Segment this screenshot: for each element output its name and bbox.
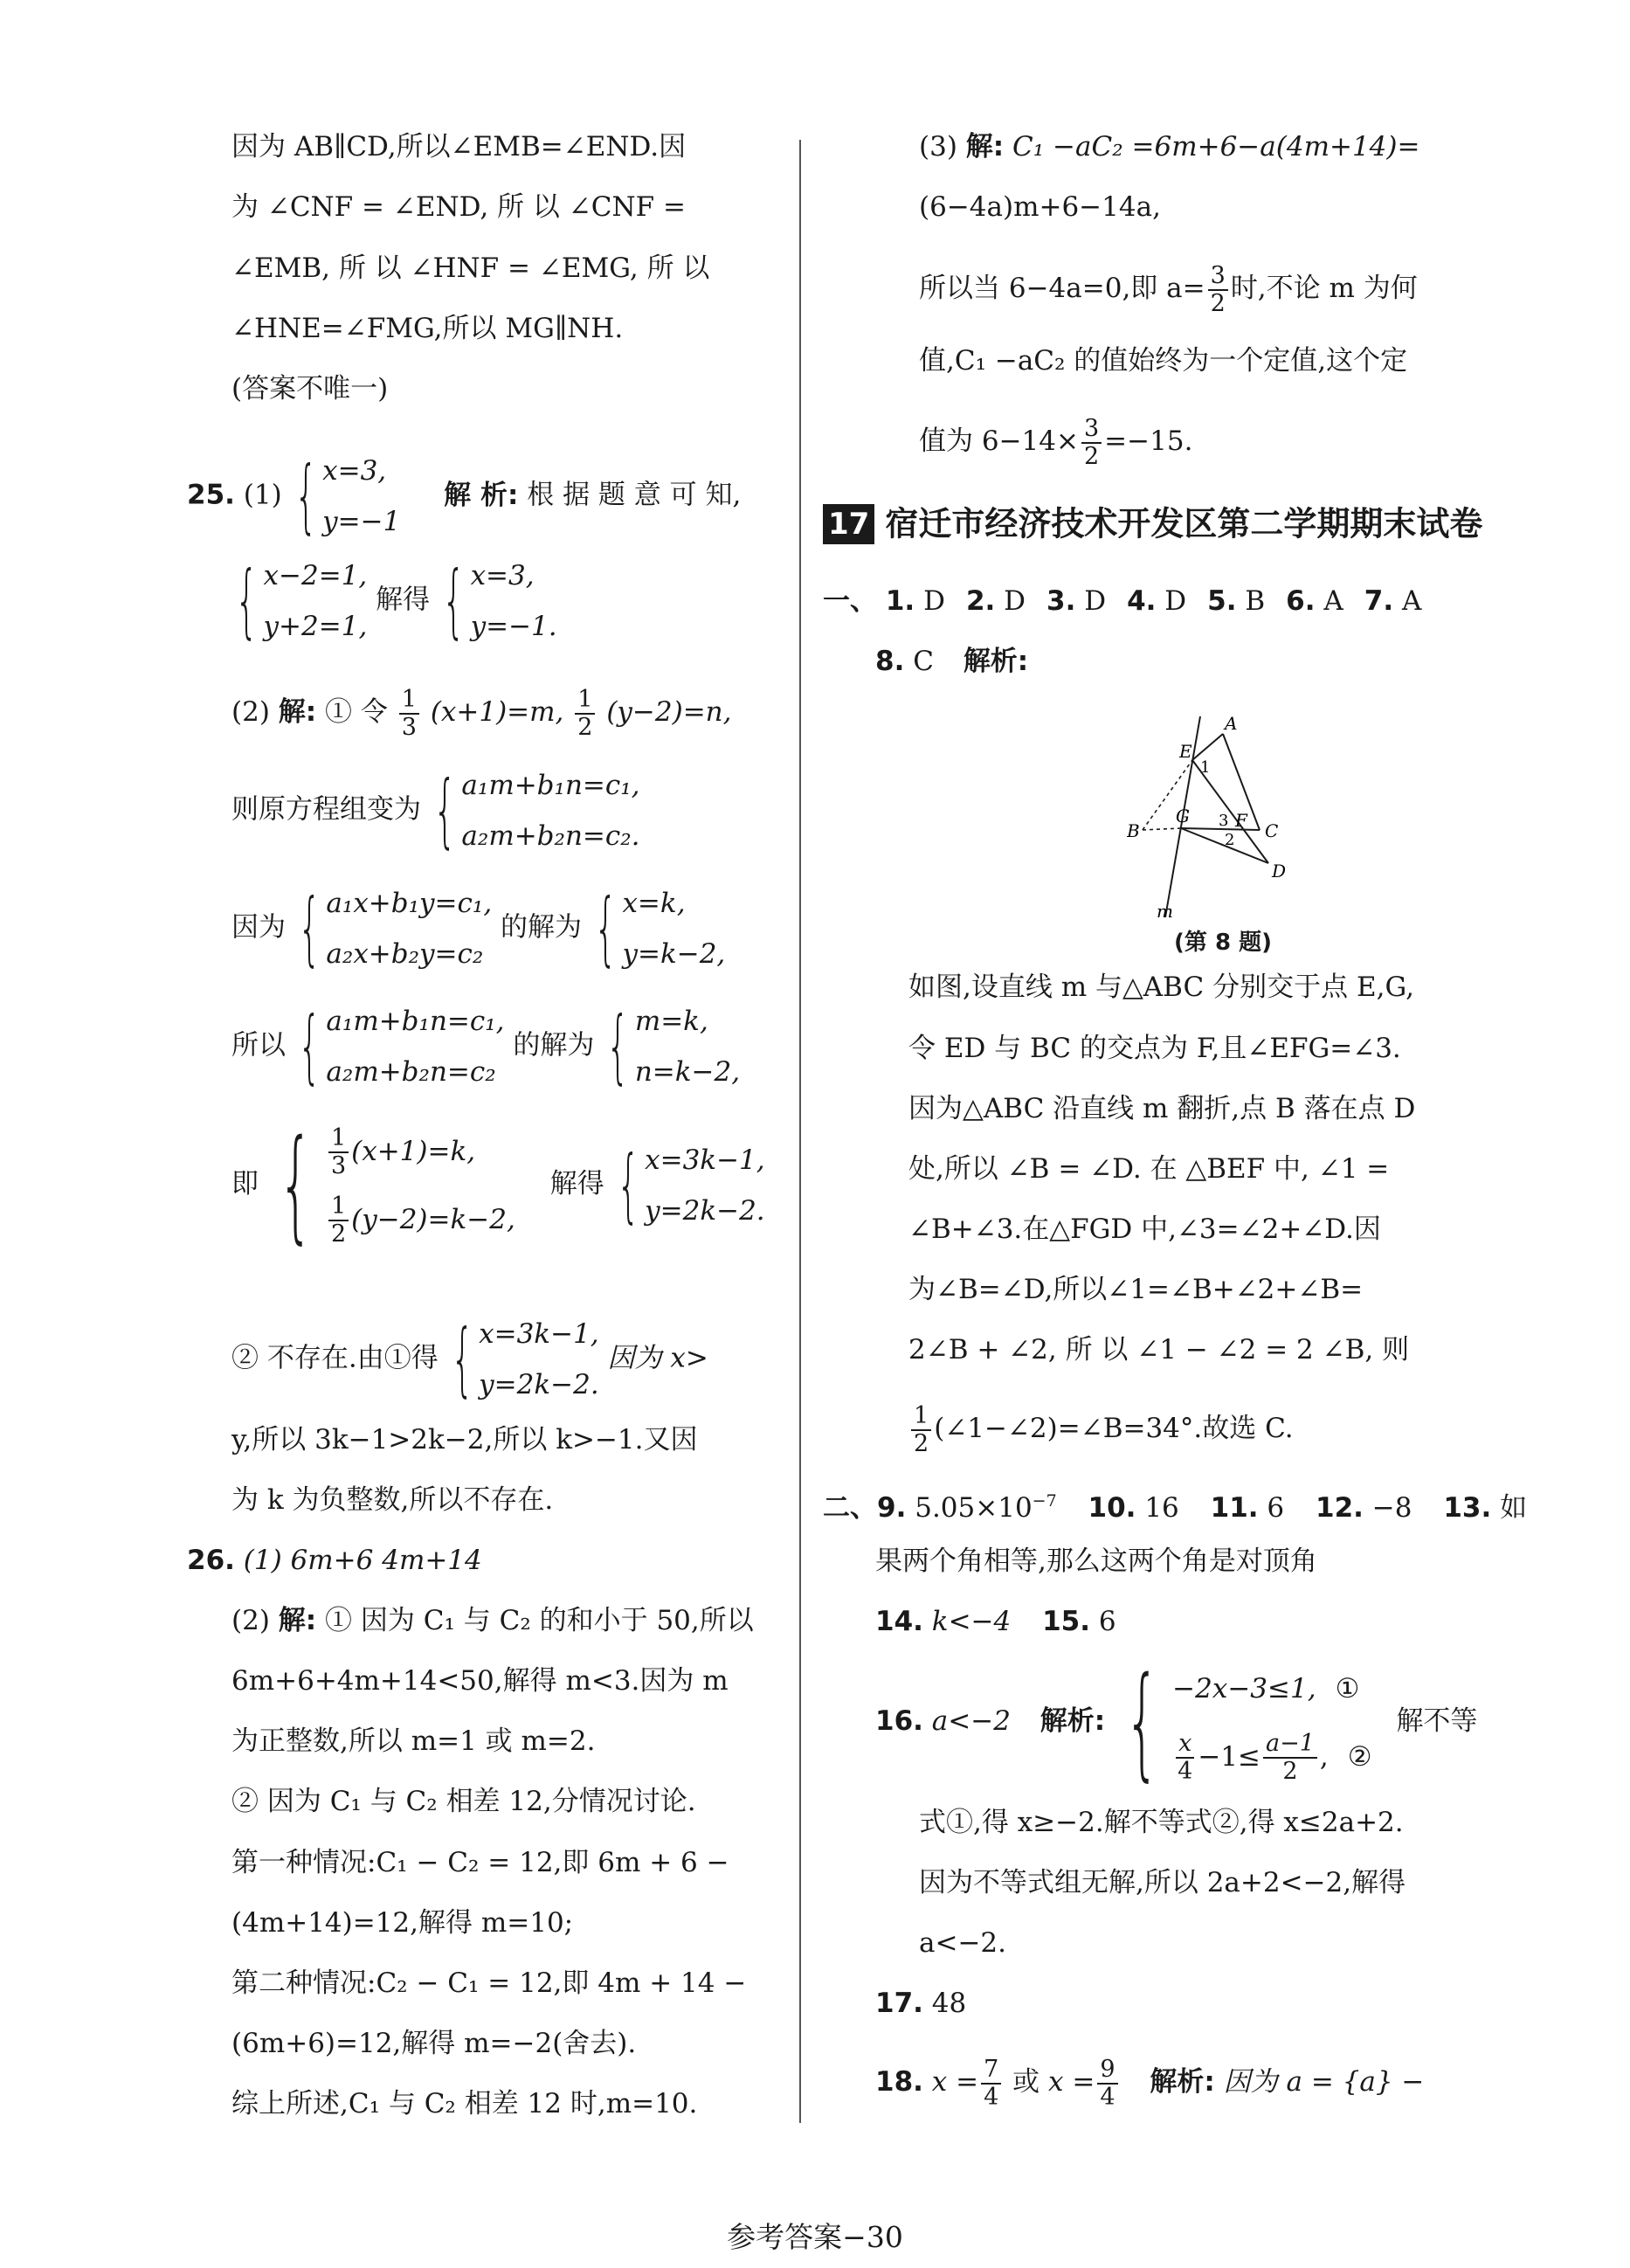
q25-sys-a-row2: y+2=1, xyxy=(263,611,368,642)
q26-part3-fraction: $\frac{3}{2}$ xyxy=(1208,263,1228,317)
q26-line-6: 第一种情况:C₁ − C₂ = 12,即 6m + 6 − xyxy=(231,1847,729,1878)
page-footer: 参考答案−30 xyxy=(727,2220,903,2254)
q26-part3-solve: 解: xyxy=(965,131,1005,162)
q8-number: 8. xyxy=(875,646,905,677)
q25-transform-line xyxy=(231,760,640,861)
label-F: F xyxy=(1235,810,1247,831)
q25-sys-mn2-row1: a₁m+b₁n=c₁, xyxy=(326,1006,505,1037)
q18-x-eq-2: x = xyxy=(1048,2066,1095,2098)
label-E: E xyxy=(1179,741,1192,762)
mc-answer-number: 6. xyxy=(1286,585,1316,617)
q26-part3-text-a: 所以当 6−4a=0,即 a= xyxy=(919,273,1205,304)
q26-part1: (1) 6m+6 4m+14 xyxy=(243,1545,482,1576)
q8-line-3: 因为△ABC 沿直线 m 翻折,点 B 落在点 D xyxy=(908,1093,1416,1124)
q25-part2-text-b: (x+1)=m, xyxy=(430,696,564,728)
label-D: D xyxy=(1272,861,1287,882)
q25-sys-mn-row2: a₂m+b₂n=c₂. xyxy=(461,820,640,852)
q14-number: 14. xyxy=(875,1606,923,1637)
mc-answer-list xyxy=(886,585,1422,617)
q25-ii-text-b: 因为 x> xyxy=(607,1342,708,1374)
q25-fraction-2: $\frac{1}{2}$ xyxy=(575,687,595,741)
mc-answer-letter: D xyxy=(1075,585,1107,617)
q17-line xyxy=(875,1986,966,2021)
q25-sys-k1-row2: y=k−2, xyxy=(622,938,726,970)
q25-so-text: 所以 xyxy=(231,1029,286,1061)
mc-answer-number: 3. xyxy=(1046,585,1076,617)
label-angle-2: 2 xyxy=(1225,831,1235,849)
q26-part3-line-2: (6−4a)m+6−14a, xyxy=(919,191,1161,223)
q15-number: 15. xyxy=(1042,1606,1091,1637)
q13-continuation: 果两个角相等,那么这两个角是对顶角 xyxy=(875,1545,1317,1577)
q24-line-2: 为 ∠CNF = ∠END, 所 以 ∠CNF = xyxy=(231,191,686,223)
label-angle-1: 1 xyxy=(1200,758,1211,777)
q24-line-1: 因为 AB∥CD,所以∠EMB=∠END.因 xyxy=(231,131,687,162)
q16-answer: a<−2 xyxy=(931,1705,1011,1737)
q25-system-b: { x=3, y=−1. xyxy=(439,550,557,652)
mc-answer-number: 5. xyxy=(1207,585,1237,617)
q16-line-2: 式①,得 x≥−2.解不等式②,得 x≤2a+2. xyxy=(919,1807,1404,1838)
q8-line-8 xyxy=(908,1385,1294,1472)
q25-sys-mn2-row2: a₂m+b₂n=c₂ xyxy=(326,1056,496,1088)
mc-answer-number: 2. xyxy=(965,585,996,617)
q11-answer: 6 xyxy=(1267,1492,1285,1524)
label-C: C xyxy=(1265,820,1279,841)
label-A: A xyxy=(1225,713,1238,734)
mc-answer-letter: D xyxy=(995,585,1026,617)
multiple-choice-answers xyxy=(823,584,1421,619)
q16-row2: $\frac{x}{4}$ −1≤ $\frac{a-1}{2}$ , ② xyxy=(1172,1723,1371,1791)
q8-answer-line xyxy=(875,644,1028,679)
q25-ie-row1: $\frac{1}{3}$ (x+1)=k, xyxy=(326,1117,515,1186)
mc-answer-number: 7. xyxy=(1364,585,1394,617)
q17-number: 17. xyxy=(875,1988,923,2019)
q16-line-4: a<−2. xyxy=(919,1927,1007,1959)
mc-answer-letter: A xyxy=(1393,585,1422,617)
q25-part2-text-c: (y−2)=n, xyxy=(606,696,732,728)
q26-line-1 xyxy=(187,1543,482,1578)
q25-sys-k2-row1: m=k, xyxy=(634,1006,708,1037)
q26-line-8: 第二种情况:C₂ − C₁ = 12,即 4m + 14 − xyxy=(231,1967,747,1999)
q26-part3-label: (3) xyxy=(919,131,957,162)
q18-number: 18. xyxy=(875,2066,923,2098)
q26-part2-solve: 解: xyxy=(278,1605,317,1636)
q25-ii-line xyxy=(231,1309,708,1410)
section-header xyxy=(823,500,1482,547)
q25-ie-line xyxy=(231,1110,765,1258)
fill-in-answers-line-1 xyxy=(823,1483,1527,1525)
q25-sys-xy-row1: a₁x+b₁y=c₁, xyxy=(326,888,493,919)
q25-because-text: 因为 xyxy=(231,911,286,944)
q25-part2-line xyxy=(231,681,732,743)
q26-part3-line-5 xyxy=(919,398,1192,485)
q25-system-k4: { x=3k−1, y=2k−2. xyxy=(447,1309,599,1410)
q25-sys-xy-row2: a₂x+b₂y=c₂ xyxy=(326,938,484,970)
q26-line-9: (6m+6)=12,解得 m=−2(舍去). xyxy=(231,2028,637,2059)
q25-solve-systems xyxy=(231,550,557,652)
q25-sys-b-row1: x=3, xyxy=(470,560,535,591)
q25-sys-b-row2: y=−1. xyxy=(470,611,557,642)
q10-answer: 16 xyxy=(1144,1492,1179,1524)
q8-line-4: 处,所以 ∠B = ∠D. 在 △BEF 中, ∠1 = xyxy=(908,1153,1390,1185)
q15-answer: 6 xyxy=(1098,1606,1116,1637)
q18-fraction-2: $\frac{9}{4}$ xyxy=(1097,2057,1117,2111)
mc-answer-letter: D xyxy=(1156,585,1187,617)
q16-line-3: 因为不等式组无解,所以 2a+2<−2,解得 xyxy=(919,1867,1406,1898)
section-title: 宿迁市经济技术开发区第二学期期末试卷 xyxy=(885,504,1483,543)
q24-line-4: ∠HNE=∠FMG,所以 MG∥NH. xyxy=(231,313,624,344)
q25-sys-k2-row2: n=k−2, xyxy=(634,1056,741,1088)
q25-ii-text-a: ② 不存在.由①得 xyxy=(231,1342,439,1374)
q26-number: 26. xyxy=(187,1545,235,1576)
q18-x-eq-1: x = xyxy=(931,2066,979,2098)
q16-system: { −2x−3≤1, ① $\frac{x}{4}$ −1≤ $\frac{a-1}{2}$ , ② xyxy=(1124,1650,1372,1794)
q26-part3-expr: C₁ −aC₂ =6m+6−a(4m+14)= xyxy=(1012,131,1420,162)
q25-part1-system: { x=3, y=−1 xyxy=(291,446,401,547)
q25-sys-mn-row1: a₁m+b₁n=c₁, xyxy=(461,770,640,801)
q25-system-k2: { m=k, n=k−2, xyxy=(603,996,740,1097)
q26-part3-line-1 xyxy=(919,129,1419,164)
q25-part2-label: (2) xyxy=(231,696,270,728)
q9-answer: 5.05×10 xyxy=(915,1492,1033,1524)
section-number: 17 xyxy=(823,504,874,544)
q25-part1-label: (1) xyxy=(243,479,282,511)
q25-fraction-1: $\frac{1}{3}$ xyxy=(399,687,419,741)
fill-label: 二、 xyxy=(823,1492,877,1524)
q25-ii-line-3: 为 k 为负整数,所以不存在. xyxy=(231,1484,554,1516)
label-G: G xyxy=(1176,806,1190,826)
q24-note: (答案不唯一) xyxy=(231,373,389,405)
q8-line-7: 2∠B + ∠2, 所 以 ∠1 − ∠2 = 2 ∠B, 则 xyxy=(908,1334,1410,1366)
q25-so-line xyxy=(231,996,740,1097)
label-B: B xyxy=(1127,820,1140,841)
q12-answer: −8 xyxy=(1371,1492,1412,1524)
q14-q15-line xyxy=(875,1604,1116,1639)
q25-solution-is-2: 的解为 xyxy=(513,1029,595,1061)
q8-fraction: $\frac{1}{2}$ xyxy=(911,1403,931,1457)
q8-line-6: 为∠B=∠D,所以∠1=∠B+∠2+∠B= xyxy=(908,1274,1364,1305)
q26-part3-fraction-2: $\frac{3}{2}$ xyxy=(1081,416,1102,470)
q17-answer: 48 xyxy=(931,1988,967,2019)
q18-or: 或 xyxy=(1012,2066,1040,2098)
q25-system-frac: { $\frac{1}{3}$ (x+1)=k, $\frac{1}{2}$ (y−2)=k−2, xyxy=(278,1113,515,1256)
q26-line-4: 为正整数,所以 m=1 或 m=2. xyxy=(231,1725,596,1757)
q26-line-2 xyxy=(231,1603,754,1638)
q25-system-k3: { x=3k−1, y=2k−2. xyxy=(613,1135,765,1236)
q25-sys-k3-row1: x=3k−1, xyxy=(645,1144,765,1176)
q26-line-5: ② 因为 C₁ 与 C₂ 相差 12,分情况讨论. xyxy=(231,1786,696,1817)
q18-analysis-label: 解析: xyxy=(1150,2066,1215,2098)
q25-ii-line-2: y,所以 3k−1>2k−2,所以 k>−1.又因 xyxy=(231,1424,698,1456)
q25-ie-row2: $\frac{1}{2}$ (y−2)=k−2, xyxy=(326,1186,515,1254)
q26-part3-line-3 xyxy=(919,245,1418,332)
q18-line xyxy=(875,2034,1424,2130)
q11-number: 11. xyxy=(1210,1492,1259,1524)
dashed-BG xyxy=(1143,828,1181,830)
q8-analysis-label: 解析: xyxy=(963,646,1029,677)
q25-number: 25. xyxy=(187,479,235,511)
q16-line xyxy=(875,1650,1478,1794)
q25-solve-word: 解得 xyxy=(376,584,431,616)
mc-label: 一、 xyxy=(823,585,877,617)
mc-answer xyxy=(1046,585,1106,617)
q10-number: 10. xyxy=(1088,1492,1136,1524)
q13-answer-start: 如 xyxy=(1500,1492,1528,1524)
mc-answer-letter: B xyxy=(1236,585,1266,617)
q25-sys-k4-row2: y=2k−2. xyxy=(479,1369,599,1400)
q26-part3-text-d: =−15. xyxy=(1104,425,1193,457)
figure-caption: (第 8 题) xyxy=(1174,930,1272,956)
q25-sys-k4-row1: x=3k−1, xyxy=(479,1318,599,1350)
q14-answer: k<−4 xyxy=(931,1606,1012,1637)
q25-sys-k1-row1: x=k, xyxy=(622,888,686,919)
q8-line-2: 令 ED 与 BC 的交点为 F,且∠EFG=∠3. xyxy=(908,1033,1401,1064)
label-angle-3: 3 xyxy=(1219,812,1229,830)
mc-answer xyxy=(1127,585,1186,617)
q25-part2-text-a: ① 令 xyxy=(325,696,388,728)
q12-number: 12. xyxy=(1316,1492,1364,1524)
q25-system-mn: { a₁m+b₁n=c₁, a₂m+b₂n=c₂. xyxy=(430,760,640,861)
q25-analysis-label: 解 析: xyxy=(444,479,519,511)
q26-part2-label: (2) xyxy=(231,1605,270,1636)
q13-number: 13. xyxy=(1443,1492,1492,1524)
q9-number: 9. xyxy=(877,1492,907,1524)
q16-analysis-label: 解析: xyxy=(1039,1705,1106,1737)
q26-part3-line-4: 值,C₁ −aC₂ 的值始终为一个定值,这个定 xyxy=(919,345,1408,377)
q24-line-3: ∠EMB, 所 以 ∠HNF = ∠EMG, 所 以 xyxy=(231,252,710,284)
mc-answer-number: 4. xyxy=(1127,585,1157,617)
q25-ie-text: 即 xyxy=(231,1168,259,1200)
q25-ie-solve: 解得 xyxy=(549,1168,604,1200)
q25-sys-k3-row2: y=2k−2. xyxy=(645,1194,765,1227)
q16-row1: −2x−3≤1, ① xyxy=(1172,1672,1360,1704)
mc-answer xyxy=(1207,585,1265,617)
mc-answer-letter: A xyxy=(1315,585,1343,617)
q25-system-a: { x−2=1, y+2=1, xyxy=(231,550,367,652)
q25-system-k1: { x=k, y=k−2, xyxy=(591,878,725,979)
q25-transform-text: 则原方程组变为 xyxy=(231,793,421,826)
q26-line-3: 6m+6+4m+14<50,解得 m<3.因为 m xyxy=(231,1665,729,1697)
q25-system-xy: { a₁x+b₁y=c₁, a₂x+b₂y=c₂ xyxy=(294,878,492,979)
q25-solution-is-1: 的解为 xyxy=(501,911,583,944)
q25-part1-row2: y=−1 xyxy=(322,506,401,537)
q9-exponent: −7 xyxy=(1032,1491,1057,1511)
q8-answer: C xyxy=(913,646,934,677)
mc-answer-number: 1. xyxy=(885,585,915,617)
q25-part1 xyxy=(187,446,741,547)
q26-line-10: 综上所述,C₁ 与 C₂ 相差 12 时,m=10. xyxy=(231,2088,698,2119)
q8-line-1: 如图,设直线 m 与△ABC 分别交于点 E,G, xyxy=(908,972,1414,1003)
q18-tail: 因为 a = {a} − xyxy=(1223,2066,1425,2098)
q26-part3-text-c: 值为 6−14× xyxy=(919,425,1079,457)
q25-analysis-text: 根 据 题 意 可 知, xyxy=(527,479,742,511)
q25-because-line xyxy=(231,878,725,979)
q25-part2-solve: 解: xyxy=(278,696,317,728)
mc-answer xyxy=(886,585,945,617)
mc-answer-letter: D xyxy=(915,585,945,617)
q26-part3-text-b: 时,不论 m 为何 xyxy=(1230,273,1418,304)
q26-part2-text: ① 因为 C₁ 与 C₂ 的和小于 50,所以 xyxy=(325,1605,754,1636)
column-divider xyxy=(799,140,801,2123)
q25-system-mn2: { a₁m+b₁n=c₁, a₂m+b₂n=c₂ xyxy=(294,996,505,1097)
q25-part1-row1: x=3, xyxy=(322,455,387,487)
q26-line-7: (4m+14)=12,解得 m=10; xyxy=(231,1907,574,1939)
mc-answer xyxy=(966,585,1026,617)
q25-sys-a-row1: x−2=1, xyxy=(263,560,368,591)
label-m: m xyxy=(1157,901,1173,922)
q8-line-8-text: (∠1−∠2)=∠B=34°.故选 C. xyxy=(934,1413,1294,1444)
mc-answer xyxy=(1286,585,1343,617)
q8-figure xyxy=(1127,708,1319,973)
q8-line-5: ∠B+∠3.在△FGD 中,∠3=∠2+∠D.因 xyxy=(908,1214,1381,1245)
q16-tail: 解不等 xyxy=(1396,1705,1478,1737)
q16-number: 16. xyxy=(875,1705,923,1737)
q18-fraction-1: $\frac{7}{4}$ xyxy=(981,2057,1001,2111)
mc-answer xyxy=(1364,585,1422,617)
